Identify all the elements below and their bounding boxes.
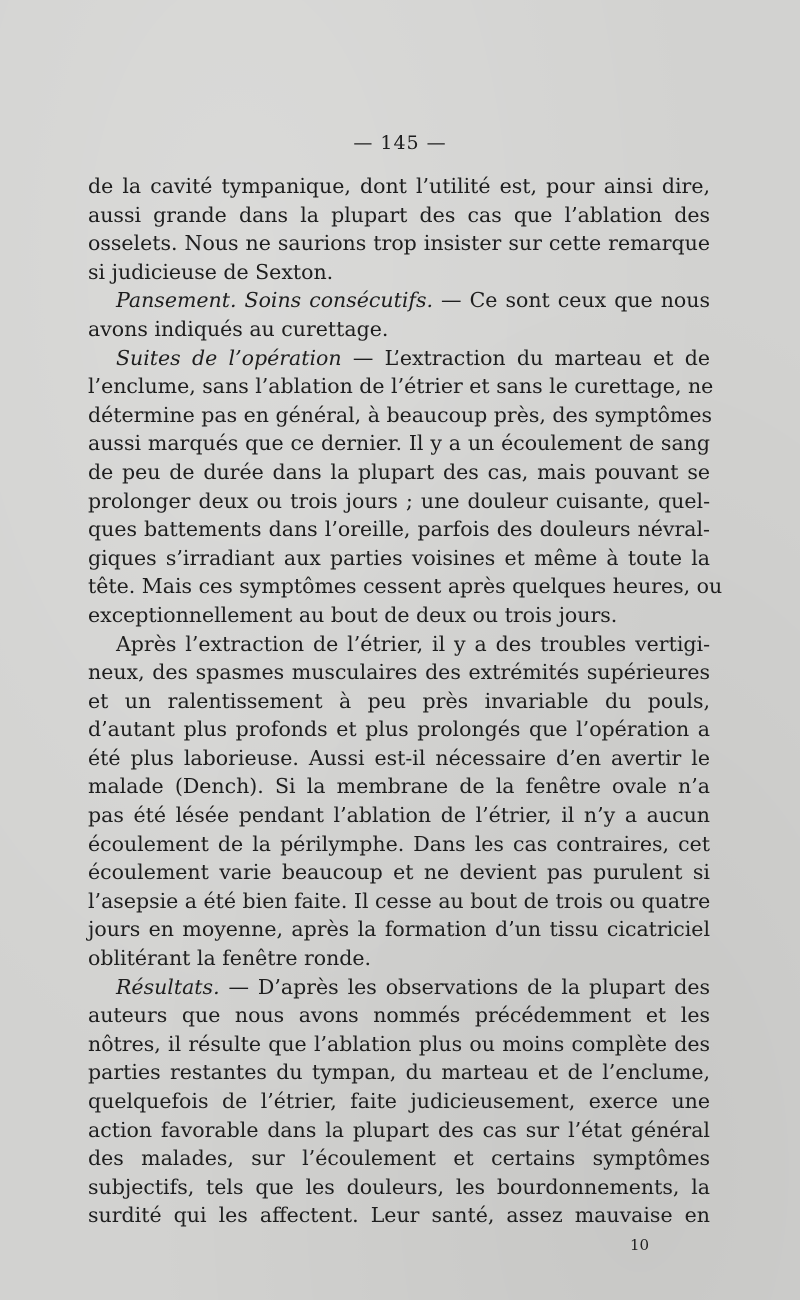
text-line <box>88 1030 710 1059</box>
page-number: — 145 — <box>353 132 447 154</box>
line-text: d’autant plus profonds et plus prolongés que l’opération a <box>88 717 710 742</box>
line-text: si judicieuse de Sexton. <box>88 259 334 284</box>
section-heading: Résultats. <box>116 974 220 999</box>
line-text: avons indiqués au curettage. <box>88 316 389 341</box>
text-line <box>88 201 710 230</box>
line-text: action favorable dans la plupart des cas sur l’état général <box>88 1117 710 1142</box>
text-line <box>88 172 710 201</box>
text-line <box>88 372 714 401</box>
line-text: de peu de durée dans la plupart des cas, mais pouvant se <box>88 459 710 484</box>
text-line <box>88 401 713 430</box>
line-text: auteurs que nous avons nommés précédemment et les <box>88 1003 710 1028</box>
line-text: subjectifs, tels que les douleurs, les bourdonnements, la <box>88 1174 710 1199</box>
text-line <box>88 1201 710 1230</box>
text-line <box>88 315 710 344</box>
line-text: des malades, sur l’écoulement et certains symptômes <box>88 1146 710 1171</box>
body-text <box>88 172 723 1230</box>
text-line <box>88 229 710 258</box>
line-text: détermine pas en général, à beaucoup près, des symptômes <box>88 402 713 427</box>
line-text: osselets. Nous ne saurions trop insister sur cette remarque <box>88 231 710 256</box>
text-line <box>88 715 710 744</box>
line-text: — Ce sont ceux que nous <box>433 288 710 313</box>
line-text: l’enclume, sans l’ablation de l’étrier et sans le curettage, ne <box>88 374 714 399</box>
line-text: surdité qui les affectent. Leur santé, assez mauvaise en <box>88 1203 710 1228</box>
text-line <box>88 572 723 601</box>
line-text: aussi marqués que ce dernier. Il y a un écoulement de sang <box>88 431 710 456</box>
text-line <box>88 744 710 773</box>
text-line <box>88 973 710 1002</box>
line-text: nôtres, il résulte que l’ablation plus ou moins complète des <box>88 1031 710 1056</box>
line-text: écoulement varie beaucoup et ne devient pas purulent si <box>88 860 710 885</box>
line-text: prolonger deux ou trois jours ; une douleur cuisante, quel- <box>88 488 710 513</box>
section-heading: Suites de l’opération <box>116 345 342 370</box>
line-text: tête. Mais ces symptômes cessent après quelques heures, ou <box>88 574 723 599</box>
text-line <box>88 458 710 487</box>
line-text: ques battements dans l’oreille, parfois des douleurs névral- <box>88 517 710 542</box>
line-text: exceptionnellement au bout de deux ou trois jours. <box>88 602 618 627</box>
text-line <box>88 344 710 373</box>
text-line <box>88 944 710 973</box>
line-text: oblitérant la fenêtre ronde. <box>88 946 372 971</box>
line-text: et un ralentissement à peu près invariable du pouls, <box>88 688 710 713</box>
text-line <box>88 830 710 859</box>
text-line <box>88 1087 710 1116</box>
line-text: pas été lésée pendant l’ablation de l’étrier, il n’y a aucun <box>88 803 710 828</box>
line-text: été plus laborieuse. Aussi est-il nécessaire d’en avertir le <box>88 745 710 770</box>
text-line <box>88 1144 710 1173</box>
line-text: — D’après les observations de la plupart des <box>219 974 710 999</box>
text-line <box>88 887 710 916</box>
line-text: de la cavité tympanique, dont l’utilité est, pour ainsi dire, <box>88 174 710 198</box>
line-text: écoulement de la périlymphe. Dans les cas contraires, cet <box>88 831 710 856</box>
text-line <box>88 258 710 287</box>
text-line <box>88 429 710 458</box>
line-text: parties restantes du tympan, du marteau et de l’enclume, <box>88 1060 710 1085</box>
line-text: aussi grande dans la plupart des cas que l’ablation des <box>88 202 710 227</box>
text-line <box>88 658 710 687</box>
text-line <box>88 858 710 887</box>
text-line <box>88 1116 710 1145</box>
line-text: Après l’extraction de l’étrier, il y a des troubles vertigi- <box>116 631 710 656</box>
text-line <box>88 601 710 630</box>
text-line <box>88 1173 710 1202</box>
text-line <box>88 515 710 544</box>
text-line <box>88 544 710 573</box>
line-text: neux, des spasmes musculaires des extrémités supérieures <box>88 660 710 685</box>
text-line <box>88 1001 710 1030</box>
line-text: jours en moyenne, après la formation d’un tissu cicatriciel <box>88 917 710 942</box>
line-text: — L’extraction du marteau et de <box>341 345 710 370</box>
text-line <box>88 286 710 315</box>
section-heading: Pansement. Soins consécutifs. <box>116 288 434 313</box>
line-text: quelquefois de l’étrier, faite judicieusement, exerce une <box>88 1089 710 1113</box>
text-line <box>88 630 710 659</box>
line-text: giques s’irradiant aux parties voisines et même à toute la <box>88 545 710 570</box>
text-line <box>88 772 710 801</box>
text-line <box>88 687 710 716</box>
text-line <box>88 487 710 516</box>
text-line <box>88 801 710 830</box>
text-line <box>88 1058 710 1087</box>
line-text: l’asepsie a été bien faite. Il cesse au bout de trois ou quatre <box>88 888 711 913</box>
text-line <box>88 915 710 944</box>
signature-mark: 10 <box>630 1236 650 1254</box>
line-text: malade (Dench). Si la membrane de la fenêtre ovale n’a <box>88 774 710 799</box>
